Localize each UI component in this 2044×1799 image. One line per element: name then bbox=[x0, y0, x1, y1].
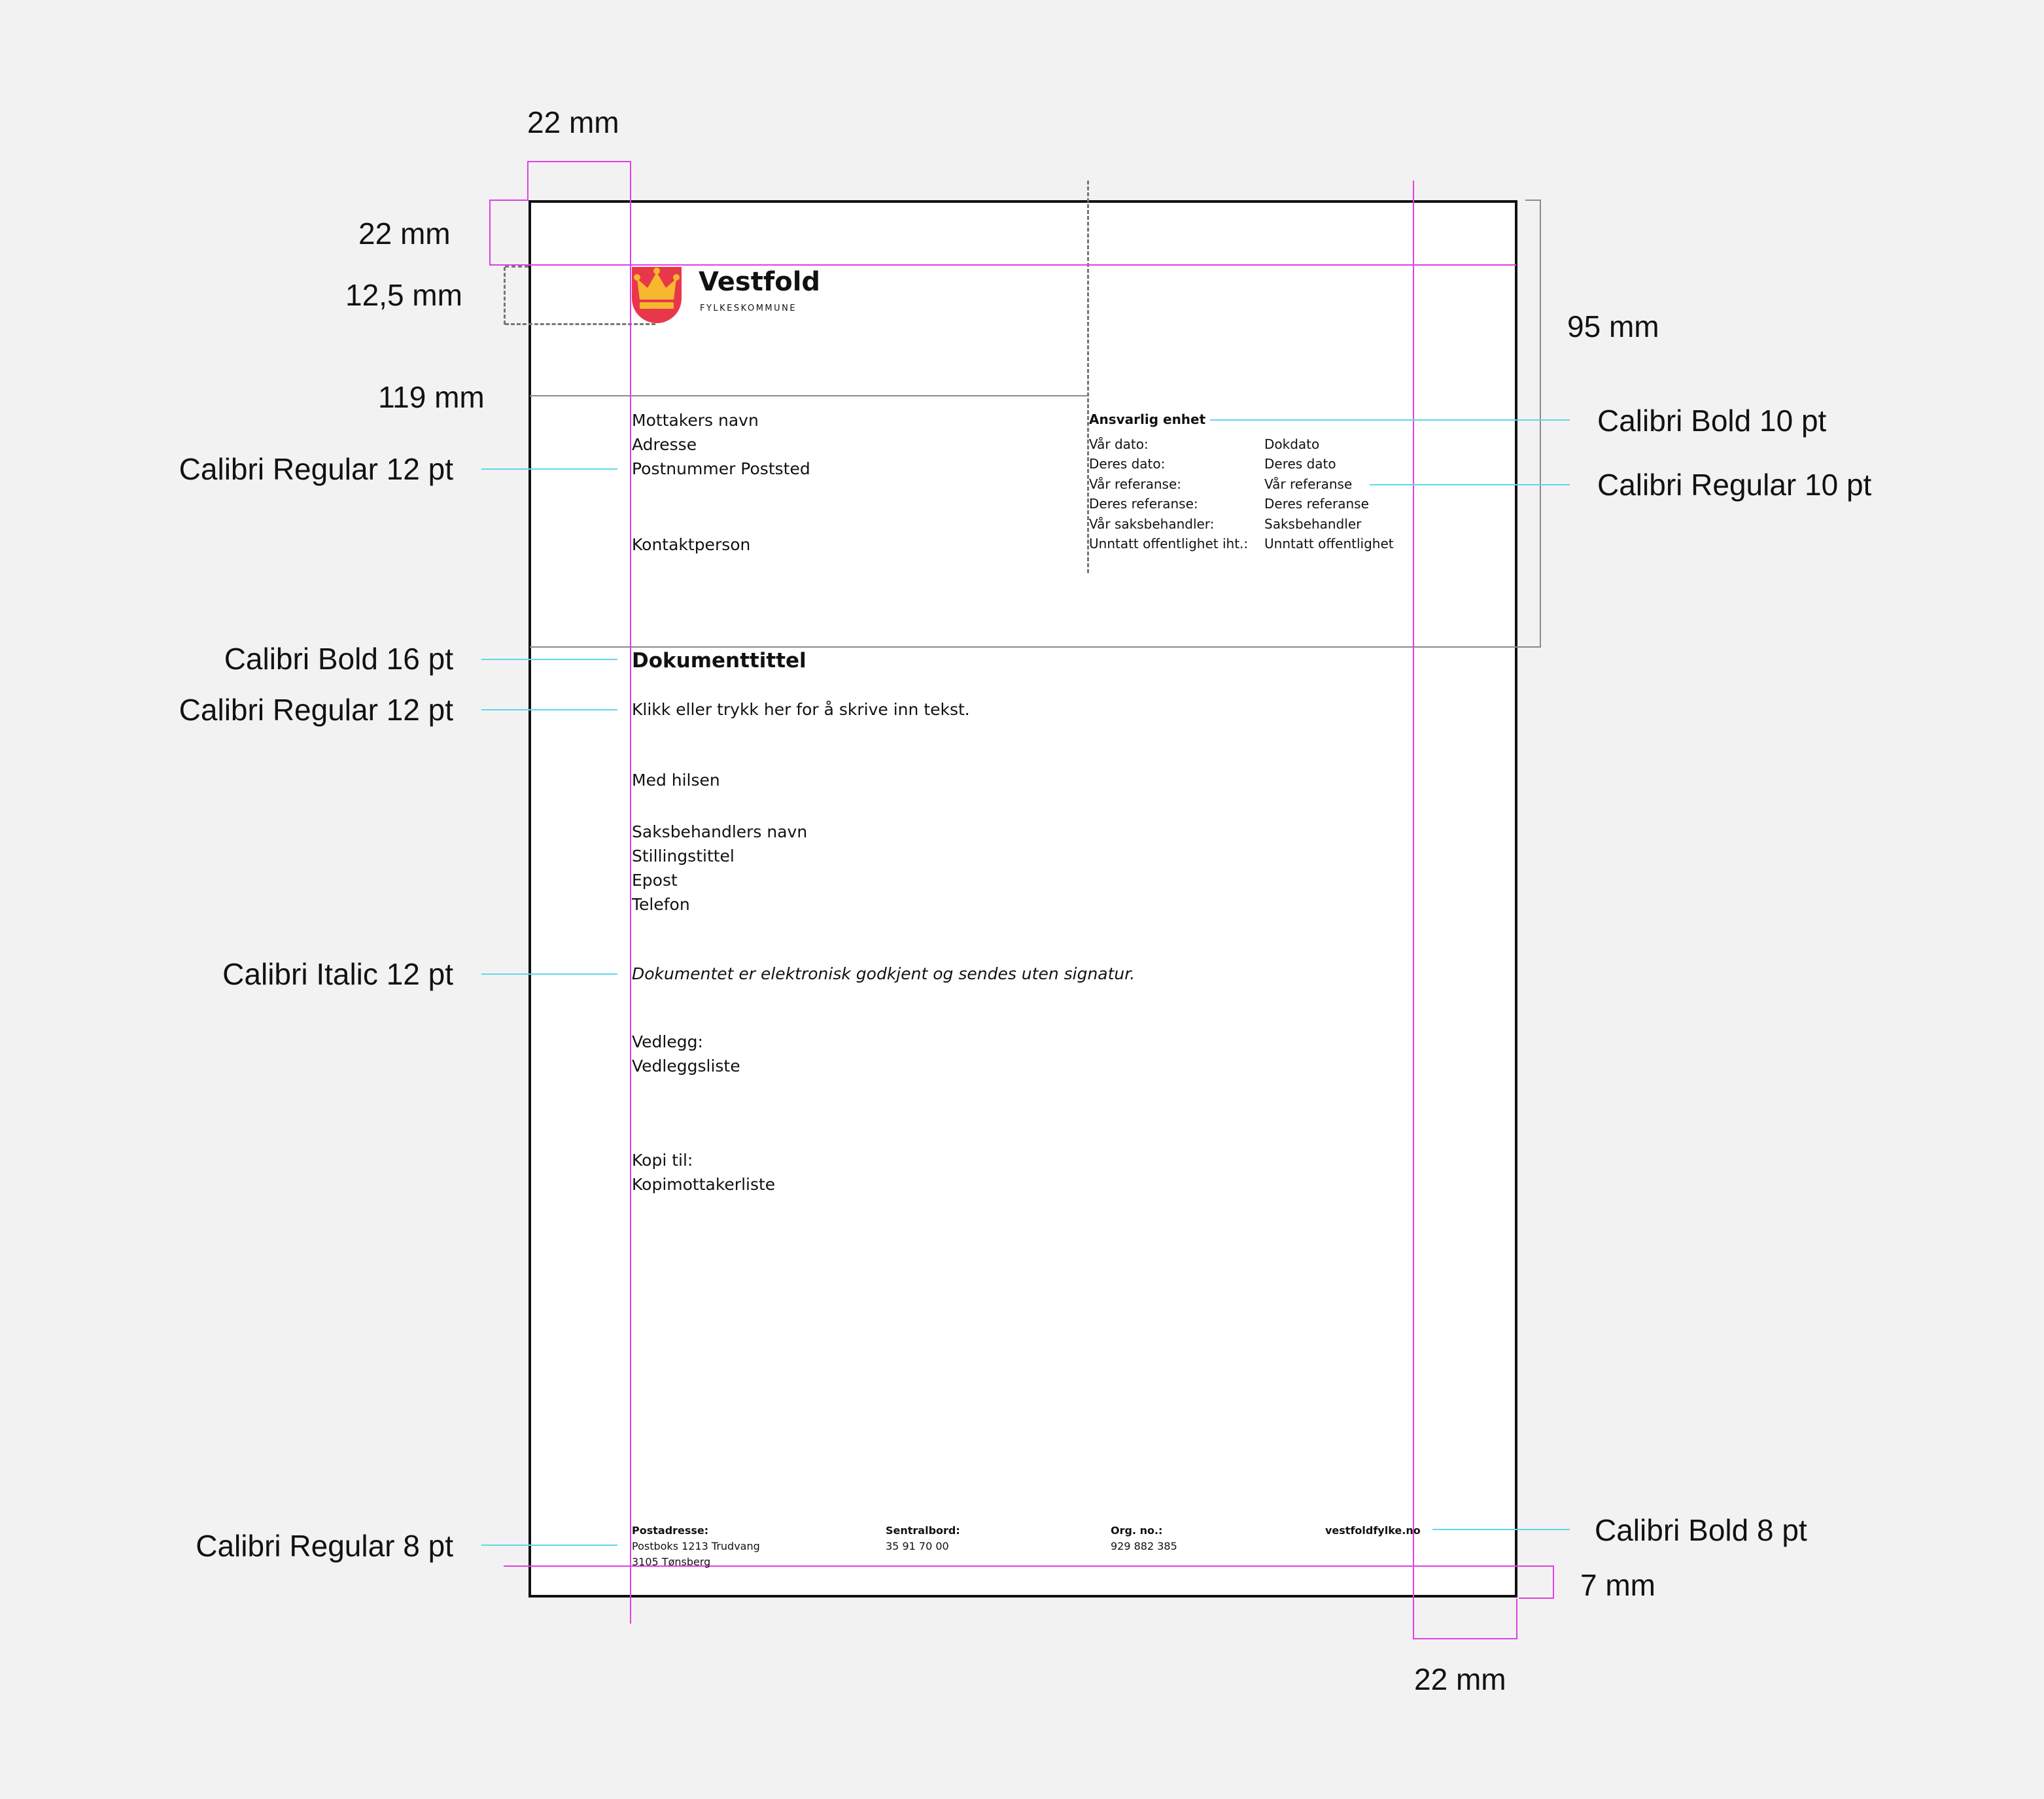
meta-value: Vår referanse bbox=[1264, 476, 1353, 492]
meta-value: Unntatt offentlighet bbox=[1264, 536, 1394, 551]
signature-note: Dokumentet er elektronisk godkjent og sendes uten signatur. bbox=[632, 964, 1135, 983]
meta-label: Deres dato: bbox=[1089, 456, 1166, 472]
copy-label: Kopi til: bbox=[632, 1151, 693, 1170]
pointer-italic bbox=[481, 973, 617, 975]
right-margin-guide bbox=[1413, 181, 1414, 1639]
dim-header-height: 95 mm bbox=[1567, 309, 1659, 343]
left-margin-guide bbox=[630, 161, 631, 1624]
sender-email: Epost bbox=[632, 871, 678, 890]
font-label-meta: Calibri Regular 10 pt bbox=[1597, 468, 1872, 502]
recipient-postal: Postnummer Poststed bbox=[632, 459, 810, 478]
left-margin-bracket-top bbox=[527, 161, 631, 162]
dim-left-margin: 22 mm bbox=[527, 105, 619, 139]
meta-label: Unntatt offentlighet iht.: bbox=[1089, 536, 1249, 551]
footer-org-value: 929 882 385 bbox=[1111, 1540, 1177, 1552]
attachments-label: Vedlegg: bbox=[632, 1032, 703, 1051]
meta-label: Vår referanse: bbox=[1089, 476, 1182, 492]
responsible-unit: Ansvarlig enhet bbox=[1089, 411, 1206, 427]
footer-switchboard-label: Sentralbord: bbox=[886, 1524, 960, 1537]
left-margin-bracket-tick bbox=[527, 161, 528, 200]
sender-phone: Telefon bbox=[632, 895, 690, 914]
pointer-title bbox=[481, 659, 617, 660]
header-bracket-vertical bbox=[1540, 200, 1541, 648]
pointer-footer bbox=[481, 1545, 617, 1546]
copy-list: Kopimottakerliste bbox=[632, 1175, 776, 1194]
pointer-body bbox=[481, 709, 617, 710]
footer-org-label: Org. no.: bbox=[1111, 1524, 1163, 1537]
meta-label: Vår dato: bbox=[1089, 436, 1149, 452]
font-label-unit: Calibri Bold 10 pt bbox=[1597, 404, 1827, 438]
top-margin-bracket-top bbox=[489, 200, 528, 201]
font-label-body: Calibri Regular 12 pt bbox=[179, 693, 453, 727]
pointer-footer-bold bbox=[1432, 1529, 1570, 1530]
meta-label: Vår saksbehandler: bbox=[1089, 516, 1215, 532]
pointer-meta bbox=[1370, 484, 1570, 485]
pointer-unit bbox=[1210, 419, 1570, 421]
dim-top-margin: 22 mm bbox=[358, 217, 451, 251]
meta-value: Dokdato bbox=[1264, 436, 1320, 452]
footer-postal-line1: Postboks 1213 Trudvang bbox=[632, 1540, 760, 1552]
font-label-footer-bold: Calibri Bold 8 pt bbox=[1595, 1513, 1807, 1547]
footer-website: vestfoldfylke.no bbox=[1325, 1524, 1421, 1537]
font-label-italic: Calibri Italic 12 pt bbox=[222, 957, 453, 991]
logo-name: Vestfold bbox=[699, 267, 821, 297]
right-margin-bracket-tick bbox=[1516, 1599, 1517, 1639]
footer-postal-label: Postadresse: bbox=[632, 1524, 709, 1537]
greeting: Med hilsen bbox=[632, 771, 720, 790]
document-title: Dokumenttittel bbox=[632, 649, 806, 672]
right-margin-bracket-bottom bbox=[1413, 1638, 1517, 1639]
pointer-recipient bbox=[481, 468, 617, 470]
meta-value: Saksbehandler bbox=[1264, 516, 1362, 532]
dim-address-line: 119 mm bbox=[378, 380, 485, 414]
meta-value: Deres dato bbox=[1264, 456, 1336, 472]
logo-subtitle: FYLKESKOMMUNE bbox=[700, 304, 797, 313]
font-label-recipient: Calibri Regular 12 pt bbox=[179, 452, 453, 486]
recipient-address: Adresse bbox=[632, 435, 697, 454]
body-text-field[interactable]: Klikk eller trykk her for å skrive inn tekst. bbox=[632, 700, 970, 719]
address-line bbox=[530, 395, 1088, 396]
dim-logo-offset: 12,5 mm bbox=[345, 278, 462, 312]
recipient-contact: Kontaktperson bbox=[632, 535, 751, 554]
dim-right-margin: 22 mm bbox=[1414, 1662, 1506, 1696]
vestfold-shield-icon bbox=[631, 266, 683, 324]
font-label-title: Calibri Bold 16 pt bbox=[224, 642, 453, 676]
sender-name: Saksbehandlers navn bbox=[632, 822, 808, 841]
bottom-margin-bracket bbox=[1519, 1598, 1554, 1599]
logo-offset-dashed-vertical bbox=[504, 267, 506, 324]
font-label-footer: Calibri Regular 8 pt bbox=[196, 1529, 453, 1563]
footer-postal-line2: 3105 Tønsberg bbox=[632, 1556, 711, 1568]
footer-switchboard-value: 35 91 70 00 bbox=[886, 1540, 949, 1552]
meta-label: Deres referanse: bbox=[1089, 496, 1198, 512]
sender-title: Stillingstittel bbox=[632, 847, 735, 865]
bottom-margin-bracket-tick bbox=[1553, 1565, 1554, 1599]
recipient-name: Mottakers navn bbox=[632, 411, 759, 430]
dim-bottom-margin: 7 mm bbox=[1580, 1568, 1655, 1602]
meta-value: Deres referanse bbox=[1264, 496, 1369, 512]
logo-offset-dashed-top bbox=[505, 266, 528, 268]
header-bracket-top bbox=[1525, 200, 1541, 201]
attachments-list: Vedleggsliste bbox=[632, 1057, 740, 1075]
top-margin-bracket-tick bbox=[489, 200, 491, 265]
